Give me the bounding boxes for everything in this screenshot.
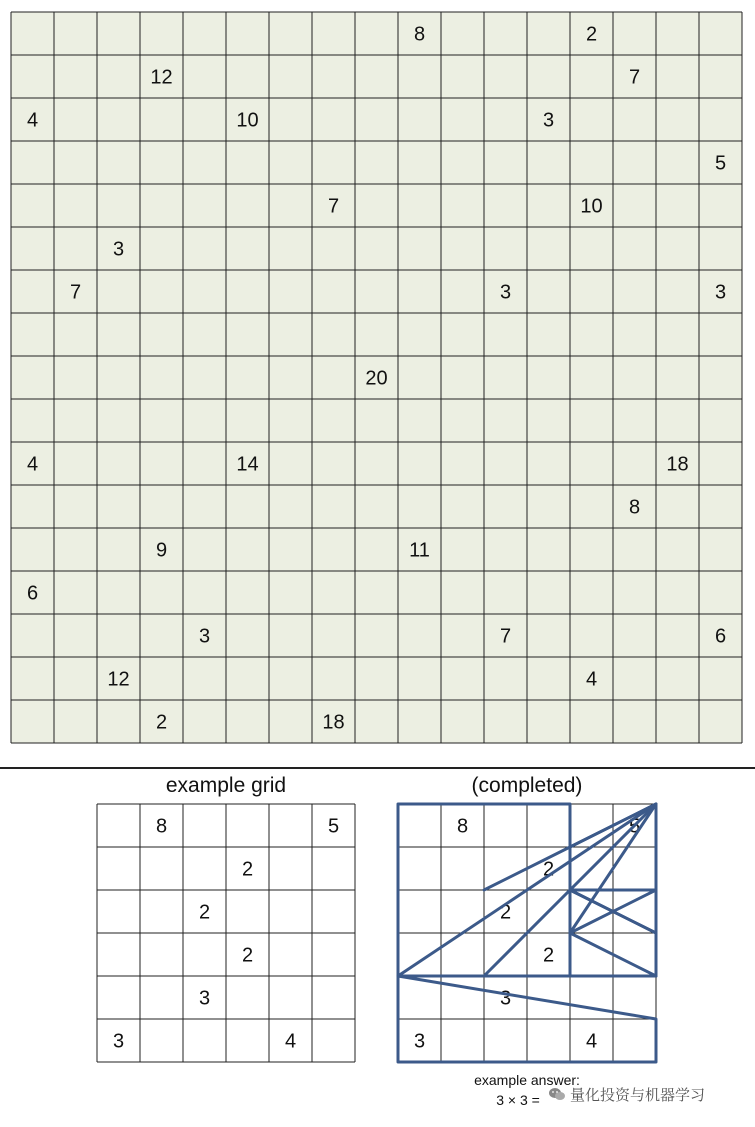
completed-cell-clue: 3 — [499, 987, 512, 1010]
completed-grid-label: (completed) — [471, 774, 583, 797]
puzzle-cell-clue: 4 — [26, 453, 39, 476]
example-cell-clue: 4 — [284, 1030, 297, 1053]
puzzle-cell-clue: 2 — [585, 23, 598, 46]
puzzle-cell-clue: 2 — [155, 711, 168, 734]
example-cell-clue: 2 — [241, 944, 254, 967]
example-answer-value: 3 × 3 = — [496, 1092, 540, 1108]
completed-cell-clue: 2 — [499, 901, 512, 924]
completed-cell-clue: 2 — [542, 944, 555, 967]
puzzle-cell-clue: 7 — [628, 66, 641, 89]
puzzle-cell-clue: 3 — [112, 238, 125, 261]
example-cell-clue: 3 — [198, 987, 211, 1010]
puzzle-cell-clue: 4 — [585, 668, 598, 691]
watermark — [548, 1083, 705, 1105]
example-cell-clue: 3 — [112, 1030, 125, 1053]
puzzle-cell-clue: 3 — [542, 109, 555, 132]
puzzle-cell-clue: 7 — [69, 281, 82, 304]
example-cell-clue: 2 — [241, 858, 254, 881]
puzzle-cell-clue: 7 — [499, 625, 512, 648]
puzzle-cell-clue: 3 — [714, 281, 727, 304]
puzzle-cell-clue: 10 — [236, 109, 259, 132]
puzzle-cell-clue: 20 — [365, 367, 388, 390]
puzzle-cell-clue: 12 — [107, 668, 130, 691]
puzzle-cell-clue: 8 — [413, 23, 426, 46]
puzzle-cell-clue: 10 — [580, 195, 603, 218]
example-cell-clue: 2 — [198, 901, 211, 924]
wechat-logo-icon — [548, 1085, 566, 1103]
completed-example-grid — [398, 804, 656, 1062]
puzzle-cell-clue: 3 — [198, 625, 211, 648]
completed-cell-clue: 2 — [542, 858, 555, 881]
puzzle-cell-clue: 5 — [714, 152, 727, 175]
puzzle-cell-clue: 14 — [236, 453, 259, 476]
example-grid — [97, 804, 355, 1062]
puzzle-cell-clue: 11 — [409, 539, 430, 562]
completed-cell-clue: 8 — [456, 815, 469, 838]
puzzle-cell-clue: 12 — [150, 66, 173, 89]
example-answer-label: example answer: — [474, 1072, 580, 1088]
puzzle-cell-clue: 4 — [26, 109, 39, 132]
completed-cell-clue: 4 — [585, 1030, 598, 1053]
puzzle-cell-clue: 18 — [322, 711, 345, 734]
puzzle-cell-clue: 18 — [666, 453, 689, 476]
puzzle-cell-clue: 6 — [714, 625, 727, 648]
puzzle-cell-clue: 9 — [155, 539, 168, 562]
puzzle-cell-clue: 6 — [26, 582, 39, 605]
example-grid-label: example grid — [165, 774, 287, 797]
puzzle-cell-clue: 8 — [628, 496, 641, 519]
puzzle-cell-clue: 7 — [327, 195, 340, 218]
completed-cell-clue: 3 — [413, 1030, 426, 1053]
example-cell-clue: 8 — [155, 815, 168, 838]
example-cell-clue: 5 — [327, 815, 340, 838]
puzzle-cell-clue: 3 — [499, 281, 512, 304]
completed-cell-clue: 5 — [628, 815, 641, 838]
watermark-text: 量化投资与机器学习 — [570, 1086, 706, 1104]
main-puzzle-grid — [11, 12, 742, 743]
